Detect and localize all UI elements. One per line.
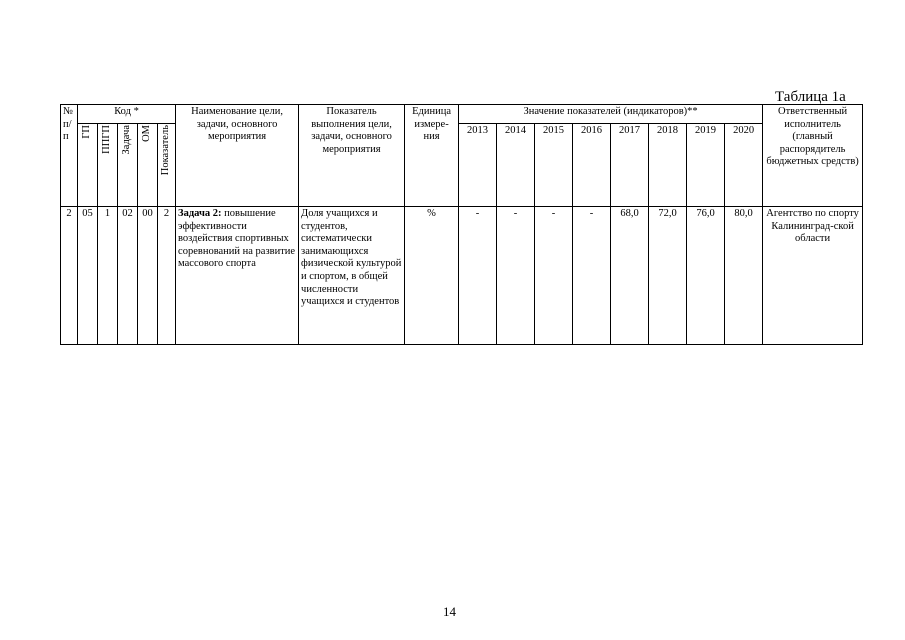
header-year-2015: 2015 — [535, 124, 573, 207]
header-name: Наименование цели, задачи, основного мероприятия — [176, 105, 299, 207]
row-code-indicator: 2 — [158, 207, 176, 345]
header-num: № п/п — [61, 105, 78, 207]
row-value-2018: 72,0 — [649, 207, 687, 345]
row-value-2015: - — [535, 207, 573, 345]
header-code: Код * — [78, 105, 176, 124]
header-responsible: Ответственный исполнитель (главный распорядитель бюджетных средств) — [763, 105, 863, 207]
header-code-ppgp: ППГП — [98, 124, 118, 207]
header-code-indicator: Показатель — [158, 124, 176, 207]
header-year-2013: 2013 — [459, 124, 497, 207]
row-code-om: 00 — [138, 207, 158, 345]
table-caption: Таблица 1а — [775, 89, 846, 105]
row-num: 2 — [61, 207, 78, 345]
header-year-2019: 2019 — [687, 124, 725, 207]
row-name-label: Задача 2: — [178, 208, 222, 219]
row-responsible: Агентство по спорту Калининград-ской области — [763, 207, 863, 345]
row-value-2019: 76,0 — [687, 207, 725, 345]
row-unit: % — [405, 207, 459, 345]
header-code-om: ОМ — [138, 124, 158, 207]
row-name-text: повышение эффективности воздействия спортивных соревнований на развитие массового спорта — [178, 208, 296, 270]
row-indicator: Доля учащихся и студентов, систематически занимающихся физической культурой и спортом, в общей численности учащихся и студентов — [299, 207, 405, 345]
row-value-2020: 80,0 — [725, 207, 763, 345]
header-year-2020: 2020 — [725, 124, 763, 207]
header-unit: Единица измере-ния — [405, 105, 459, 207]
header-year-2014: 2014 — [497, 124, 535, 207]
header-values: Значение показателей (индикаторов)** — [459, 105, 763, 124]
row-value-2014: - — [497, 207, 535, 345]
row-code-ppgp: 1 — [98, 207, 118, 345]
header-year-2016: 2016 — [573, 124, 611, 207]
row-value-2017: 68,0 — [611, 207, 649, 345]
header-row-top — [61, 105, 863, 124]
row-value-2013: - — [459, 207, 497, 345]
header-indicator: Показатель выполнения цели, задачи, основного мероприятия — [299, 105, 405, 207]
row-code-gp: 05 — [78, 207, 98, 345]
indicators-table — [60, 104, 863, 345]
row-code-task: 02 — [118, 207, 138, 345]
row-name — [176, 207, 299, 345]
header-code-gp: ГП — [78, 124, 98, 207]
table-row — [61, 207, 863, 345]
header-year-2017: 2017 — [611, 124, 649, 207]
header-year-2018: 2018 — [649, 124, 687, 207]
page-number: 14 — [443, 604, 456, 619]
row-value-2016: - — [573, 207, 611, 345]
header-code-task: Задача — [118, 124, 138, 207]
